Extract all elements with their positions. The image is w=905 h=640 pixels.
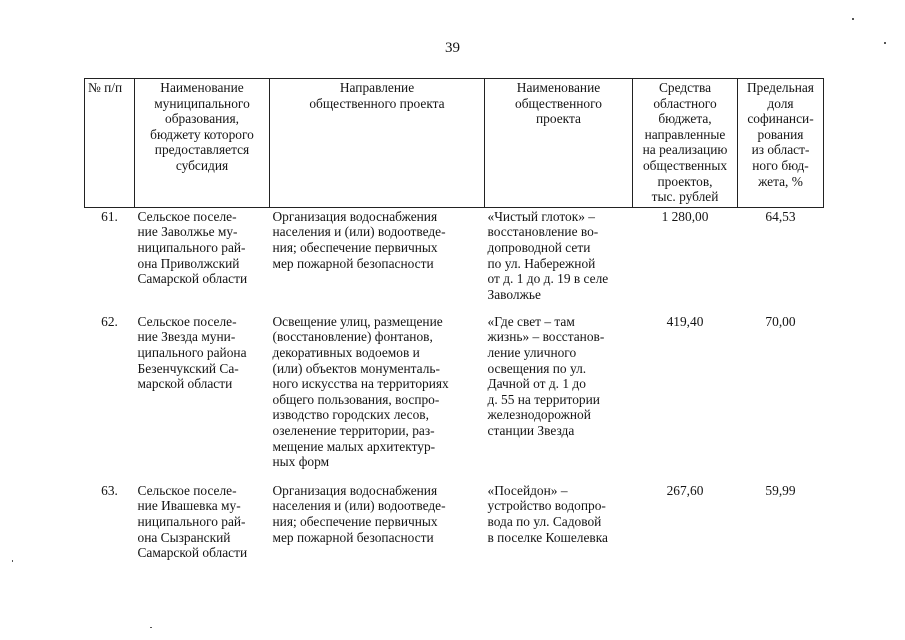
header-num xyxy=(85,79,135,208)
funds-cell: 267,60 xyxy=(666,482,704,498)
share-cell: 59,99 xyxy=(765,482,796,498)
header-share xyxy=(738,79,824,208)
subsidy-table xyxy=(84,78,824,574)
direction-cell: Организация водоснабжения населения и (или) водоотведе- ния; обеспечение первичных мер пожарной безопасности xyxy=(272,482,446,545)
share-cell: 64,53 xyxy=(765,208,796,224)
municipality-cell: Сельское поселе- ние Ивашевка му- ниципального рай- она Сызранский Самарской области xyxy=(137,482,248,561)
header-municipality xyxy=(135,79,270,208)
header-funds-text: Средства областного бюджета, направленные на реализацию общественных проектов, тыс. рублей xyxy=(642,80,728,205)
row-number: 61. xyxy=(101,208,118,224)
direction-cell: Освещение улиц, размещение (восстановление) фонтанов, декоративных водоемов и (или) объектов монументаль- ного искусства на территориях общего пользования, воспро- изводство городских лесов, озеленение территории, раз- мещение малых архитектур- ных форм xyxy=(272,313,449,470)
table-row xyxy=(85,313,824,482)
row-number: 62. xyxy=(101,313,118,329)
project-cell: «Где свет – там жизнь» – восстанов- ление уличного освещения по ул. Дачной от д. 1 до д. 55 на территории железнодорожной станции Звезда xyxy=(487,313,605,438)
funds-cell: 1 280,00 xyxy=(661,208,709,224)
municipality-cell: Сельское поселе- ние Звезда муни- ципального района Безенчукский Са- марской области xyxy=(137,313,247,392)
header-municipality-text: Наименование муниципального образования, бюджету которого предоставляется субсидия xyxy=(150,80,254,173)
funds-cell: 419,40 xyxy=(666,313,704,329)
direction-cell: Организация водоснабжения населения и (или) водоотведе- ния; обеспечение первичных мер пожарной безопасности xyxy=(272,208,446,271)
header-direction-text: Направление общественного проекта xyxy=(309,80,445,111)
header-direction xyxy=(270,79,485,208)
scan-speck xyxy=(12,560,13,562)
header-share-text: Предельная доля софинанси- рования из област- ного бюд- жета, % xyxy=(747,80,814,189)
scan-speck xyxy=(884,42,886,44)
municipality-cell: Сельское поселе- ние Заволжье му- ниципального рай- она Приволжский Самарской области xyxy=(137,208,248,287)
page-number: 39 xyxy=(445,40,460,56)
row-number: 63. xyxy=(101,482,118,498)
scan-speck xyxy=(150,627,152,628)
table-row xyxy=(85,482,824,574)
header-num-text: № п/п xyxy=(88,80,123,95)
header-project xyxy=(485,79,633,208)
scan-speck xyxy=(852,18,854,20)
share-cell: 70,00 xyxy=(765,313,796,329)
header-project-text: Наименование общественного проекта xyxy=(515,80,602,127)
table-row xyxy=(85,207,824,313)
project-cell: «Чистый глоток» – восстановление во- допроводной сети по ул. Набережной от д. 1 до д. 19 в селе Заволжье xyxy=(487,208,609,302)
table-header-row xyxy=(85,79,824,208)
project-cell: «Посейдон» – устройство водопро- вода по ул. Садовой в поселке Кошелевка xyxy=(487,482,608,545)
header-funds xyxy=(633,79,738,208)
